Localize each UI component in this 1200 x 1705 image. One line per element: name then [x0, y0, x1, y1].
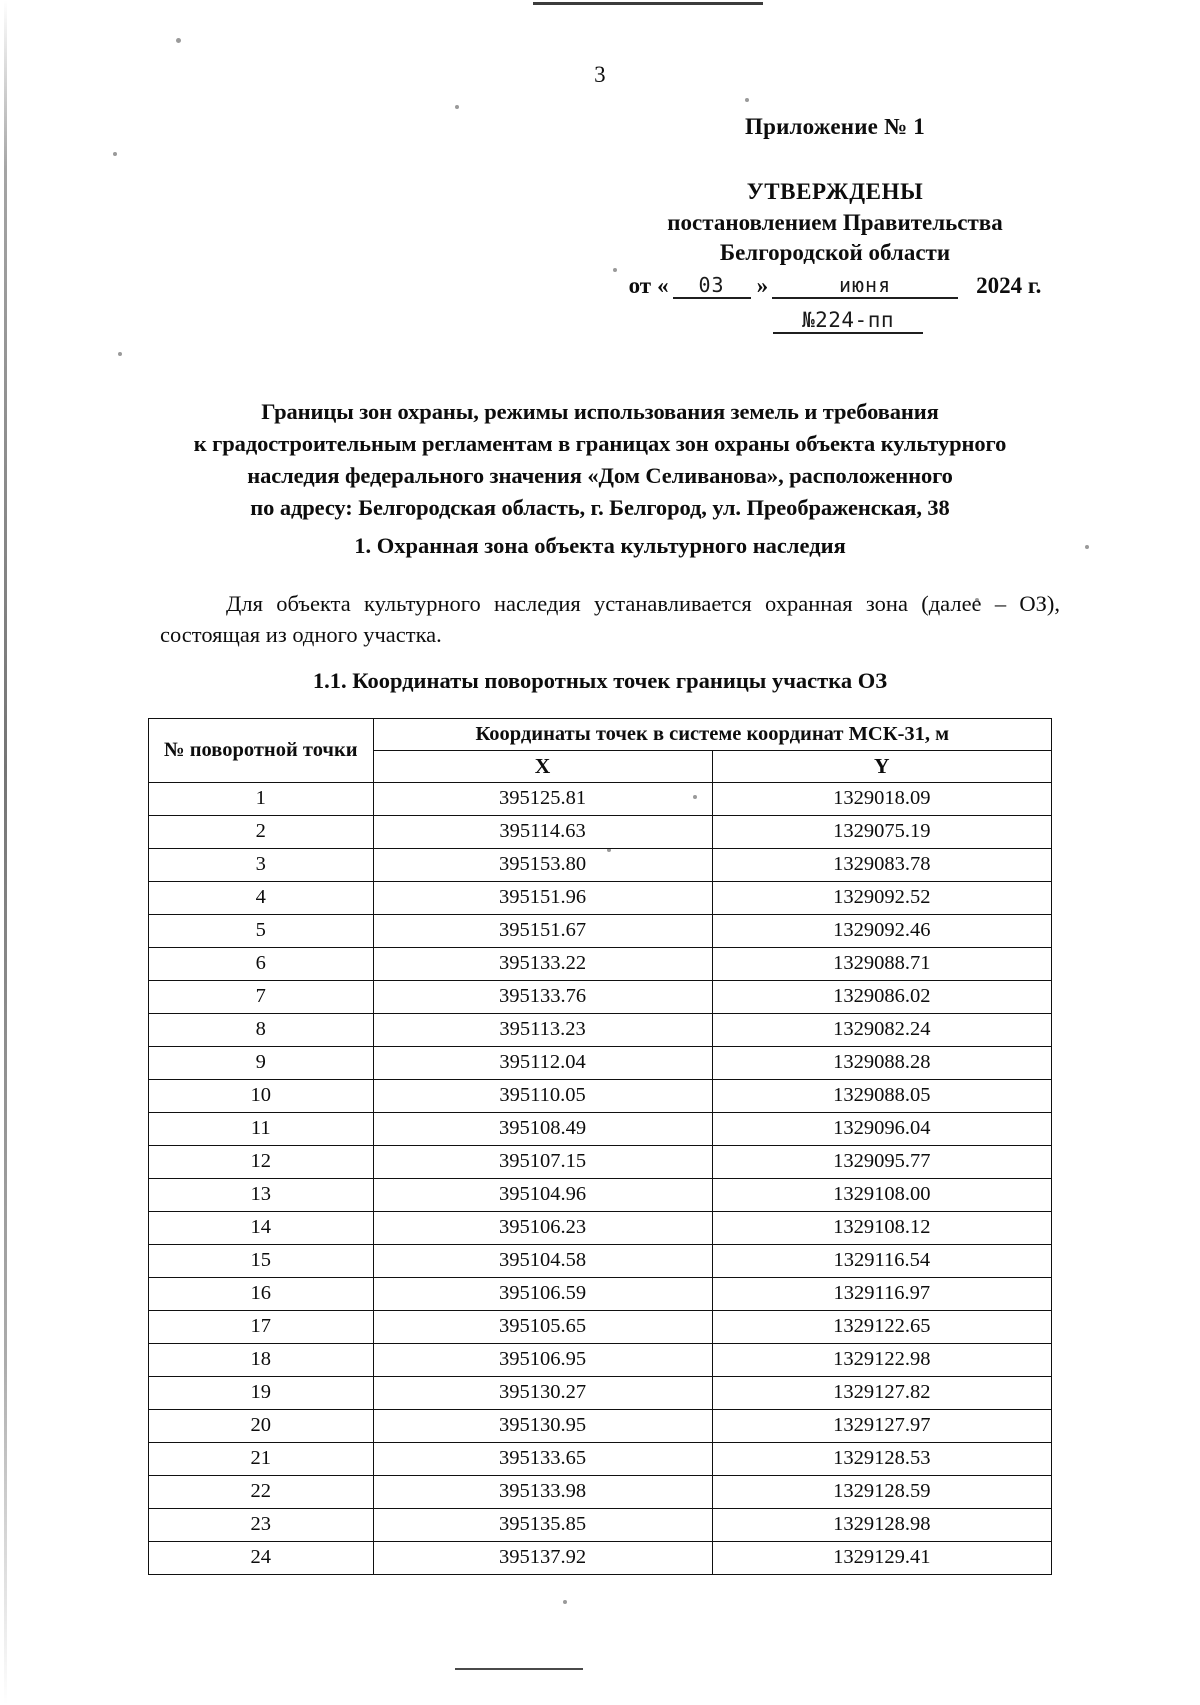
table-row [149, 1146, 1052, 1179]
cell-point-number: 15 [149, 1245, 374, 1278]
table-row [149, 1542, 1052, 1575]
cell-point-number: 20 [149, 1410, 374, 1443]
cell-x: 395104.96 [373, 1179, 712, 1212]
table-row [149, 981, 1052, 1014]
table-row [149, 1278, 1052, 1311]
scan-speck [113, 152, 117, 156]
cell-x: 395137.92 [373, 1542, 712, 1575]
cell-y: 1329127.97 [712, 1410, 1051, 1443]
document-title-line-2: к градостроительным регламентам в границах зон охраны объекта культурного [193, 430, 1007, 456]
scan-speck [176, 38, 181, 43]
table-row [149, 1476, 1052, 1509]
cell-x: 395108.49 [373, 1113, 712, 1146]
cell-point-number: 8 [149, 1014, 374, 1047]
cell-x: 395114.63 [373, 816, 712, 849]
document-title-line-3: наследия федерального значения «Дом Селиванова», расположенного [247, 462, 953, 488]
scan-edge-bottom [455, 1668, 583, 1670]
cell-x: 395133.22 [373, 948, 712, 981]
cell-point-number: 9 [149, 1047, 374, 1080]
table-header-row-1 [149, 719, 1052, 751]
cell-y: 1329128.59 [712, 1476, 1051, 1509]
decree-number-field: №224-пп [773, 308, 923, 334]
table-row [149, 816, 1052, 849]
scan-edge-left [4, 0, 7, 1705]
coordinates-table-body [149, 783, 1052, 1575]
table-row [149, 1047, 1052, 1080]
date-month-field: июня [772, 274, 958, 299]
column-header-y: Y [712, 751, 1051, 783]
cell-point-number: 14 [149, 1212, 374, 1245]
cell-point-number: 6 [149, 948, 374, 981]
cell-x: 395113.23 [373, 1014, 712, 1047]
cell-point-number: 12 [149, 1146, 374, 1179]
table-row [149, 882, 1052, 915]
cell-x: 395151.96 [373, 882, 712, 915]
cell-y: 1329128.53 [712, 1443, 1051, 1476]
cell-x: 395106.95 [373, 1344, 712, 1377]
cell-y: 1329096.04 [712, 1113, 1051, 1146]
cell-x: 395130.27 [373, 1377, 712, 1410]
decree-number-row [600, 306, 1070, 337]
cell-point-number: 18 [149, 1344, 374, 1377]
coordinates-table [148, 718, 1052, 1575]
cell-y: 1329108.00 [712, 1179, 1051, 1212]
appendix-label: Приложение № 1 [745, 114, 925, 139]
table-row [149, 1509, 1052, 1542]
document-title-line-1: Границы зон охраны, режимы использования земель и требования [261, 399, 939, 424]
table-row [149, 1377, 1052, 1410]
document-title [128, 396, 1072, 524]
date-prefix-label: от [628, 273, 652, 299]
cell-y: 1329108.12 [712, 1212, 1051, 1245]
cell-point-number: 23 [149, 1509, 374, 1542]
cell-x: 395151.67 [373, 915, 712, 948]
table-row [149, 1080, 1052, 1113]
cell-x: 395105.65 [373, 1311, 712, 1344]
cell-point-number: 5 [149, 915, 374, 948]
approval-date-row [600, 271, 1070, 302]
section-1-heading: 1. Охранная зона объекта культурного наследия [354, 533, 846, 558]
cell-y: 1329095.77 [712, 1146, 1051, 1179]
cell-point-number: 21 [149, 1443, 374, 1476]
quote-close: » [756, 273, 769, 299]
approval-authority-line-2: Белгородской области [719, 240, 951, 266]
cell-y: 1329116.54 [712, 1245, 1051, 1278]
table-row [149, 1311, 1052, 1344]
cell-y: 1329088.28 [712, 1047, 1051, 1080]
cell-point-number: 7 [149, 981, 374, 1014]
cell-x: 395153.80 [373, 849, 712, 882]
cell-point-number: 4 [149, 882, 374, 915]
column-header-x: X [373, 751, 712, 783]
cell-x: 395135.85 [373, 1509, 712, 1542]
cell-y: 1329086.02 [712, 981, 1051, 1014]
cell-point-number: 11 [149, 1113, 374, 1146]
page-number: 3 [594, 62, 606, 87]
cell-y: 1329088.71 [712, 948, 1051, 981]
scan-speck [563, 1600, 567, 1604]
table-row [149, 1212, 1052, 1245]
cell-x: 395125.81 [373, 783, 712, 816]
document-title-line-4: по адресу: Белгородская область, г. Белгород, ул. Преображенская, 38 [250, 494, 950, 520]
table-row [149, 1014, 1052, 1047]
table-row [149, 783, 1052, 816]
table-row [149, 1443, 1052, 1476]
cell-x: 395107.15 [373, 1146, 712, 1179]
cell-y: 1329092.46 [712, 915, 1051, 948]
cell-y: 1329128.98 [712, 1509, 1051, 1542]
cell-point-number: 13 [149, 1179, 374, 1212]
approval-authority-line-1: постановлением Правительства [667, 209, 1003, 235]
column-header-point-number: № поворотной точки [149, 719, 374, 783]
table-row [149, 1179, 1052, 1212]
section-1-paragraph: Для объекта культурного наследия устанавливается охранная зона (далее – ОЗ), состоящая из одного участка. [160, 591, 1060, 648]
approved-label: УТВЕРЖДЕНЫ [746, 178, 924, 204]
cell-y: 1329122.98 [712, 1344, 1051, 1377]
cell-y: 1329083.78 [712, 849, 1051, 882]
scan-speck [1085, 545, 1089, 549]
table-row [149, 1245, 1052, 1278]
cell-y: 1329018.09 [712, 783, 1051, 816]
cell-y: 1329129.41 [712, 1542, 1051, 1575]
table-row [149, 1344, 1052, 1377]
cell-point-number: 16 [149, 1278, 374, 1311]
cell-x: 395133.98 [373, 1476, 712, 1509]
cell-point-number: 17 [149, 1311, 374, 1344]
cell-x: 395112.04 [373, 1047, 712, 1080]
cell-x: 395106.59 [373, 1278, 712, 1311]
column-header-coordinates: Координаты точек в системе координат МСК-31, м [373, 719, 1051, 751]
cell-x: 395106.23 [373, 1212, 712, 1245]
cell-x: 395133.76 [373, 981, 712, 1014]
cell-point-number: 24 [149, 1542, 374, 1575]
cell-x: 395110.05 [373, 1080, 712, 1113]
cell-y: 1329088.05 [712, 1080, 1051, 1113]
cell-y: 1329116.97 [712, 1278, 1051, 1311]
cell-point-number: 22 [149, 1476, 374, 1509]
scan-speck [455, 105, 459, 109]
scan-edge-top [533, 2, 763, 5]
cell-x: 395130.95 [373, 1410, 712, 1443]
table-row [149, 948, 1052, 981]
cell-y: 1329092.52 [712, 882, 1051, 915]
cell-point-number: 10 [149, 1080, 374, 1113]
scan-speck [745, 98, 749, 102]
approval-block [600, 112, 1070, 337]
cell-y: 1329122.65 [712, 1311, 1051, 1344]
date-year-label: 2024 г. [976, 273, 1042, 299]
cell-point-number: 3 [149, 849, 374, 882]
cell-x: 395104.58 [373, 1245, 712, 1278]
coordinates-table-head [149, 719, 1052, 783]
quote-open: « [657, 273, 669, 299]
table-row [149, 849, 1052, 882]
cell-y: 1329075.19 [712, 816, 1051, 849]
scan-speck [118, 352, 122, 356]
cell-y: 1329127.82 [712, 1377, 1051, 1410]
table-row [149, 1113, 1052, 1146]
cell-point-number: 19 [149, 1377, 374, 1410]
cell-y: 1329082.24 [712, 1014, 1051, 1047]
cell-point-number: 2 [149, 816, 374, 849]
date-day-field: 03 [673, 274, 751, 299]
table-row [149, 915, 1052, 948]
cell-point-number: 1 [149, 783, 374, 816]
section-1-1-heading: 1.1. Координаты поворотных точек границы участка ОЗ [312, 668, 888, 693]
table-row [149, 1410, 1052, 1443]
cell-x: 395133.65 [373, 1443, 712, 1476]
